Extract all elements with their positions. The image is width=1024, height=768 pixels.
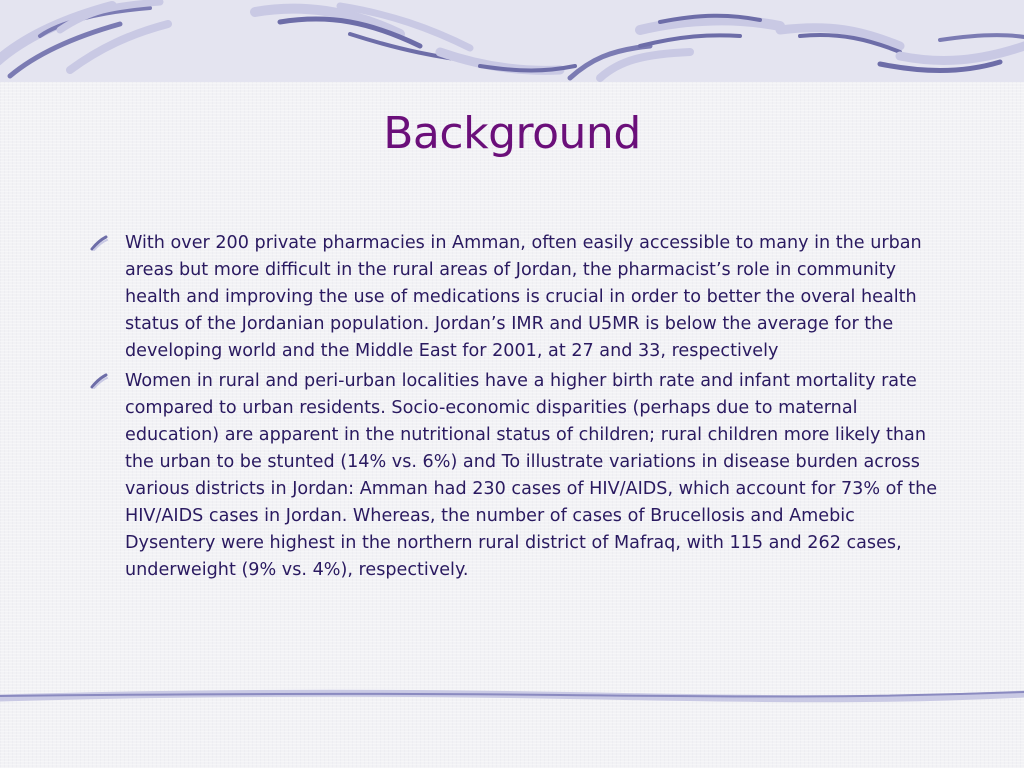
- brush-stroke-pattern: [0, 0, 1024, 82]
- decorative-footer-line: [0, 684, 1024, 708]
- bullet-text-1: With over 200 private pharmacies in Amman, often easily accessible to many in the urban areas but more difficult in the rural areas of Jordan, the pharmacist’s role in community health and improving the use of medications is crucial in order to better the overal health status of the Jordanian population. Jordan’s IMR and U5MR is below the average for the developing world and the Middle East for 2001, at 27 and 33, respectively: [125, 233, 922, 361]
- bullet-item-1: [90, 230, 940, 365]
- feather-icon: [90, 235, 108, 251]
- bullet-item-2: [90, 368, 940, 584]
- bullet-list: [90, 230, 940, 587]
- feather-icon: [90, 373, 108, 389]
- decorative-header-band: [0, 0, 1024, 82]
- bullet-text-2: Women in rural and peri-urban localities have a higher birth rate and infant mortality rate compared to urban residents. Socio-economic disparities (perhaps due to maternal education) are apparent in the nutritional status of children; rural children more likely than the urban to be stunted (14% vs. 6%) and To illustrate variations in disease burden across various districts in Jordan: Amman had 230 cases of HIV/AIDS, which account for 73% of the HIV/AIDS cases in Jordan. Whereas, the number of cases of Brucellosis and Amebic Dysentery were highest in the northern rural district of Mafraq, with 115 and 262 cases, underweight (9% vs. 4%), respectively.: [125, 371, 938, 580]
- brush-stroke-line: [0, 684, 1024, 708]
- slide-title: Background: [383, 108, 641, 159]
